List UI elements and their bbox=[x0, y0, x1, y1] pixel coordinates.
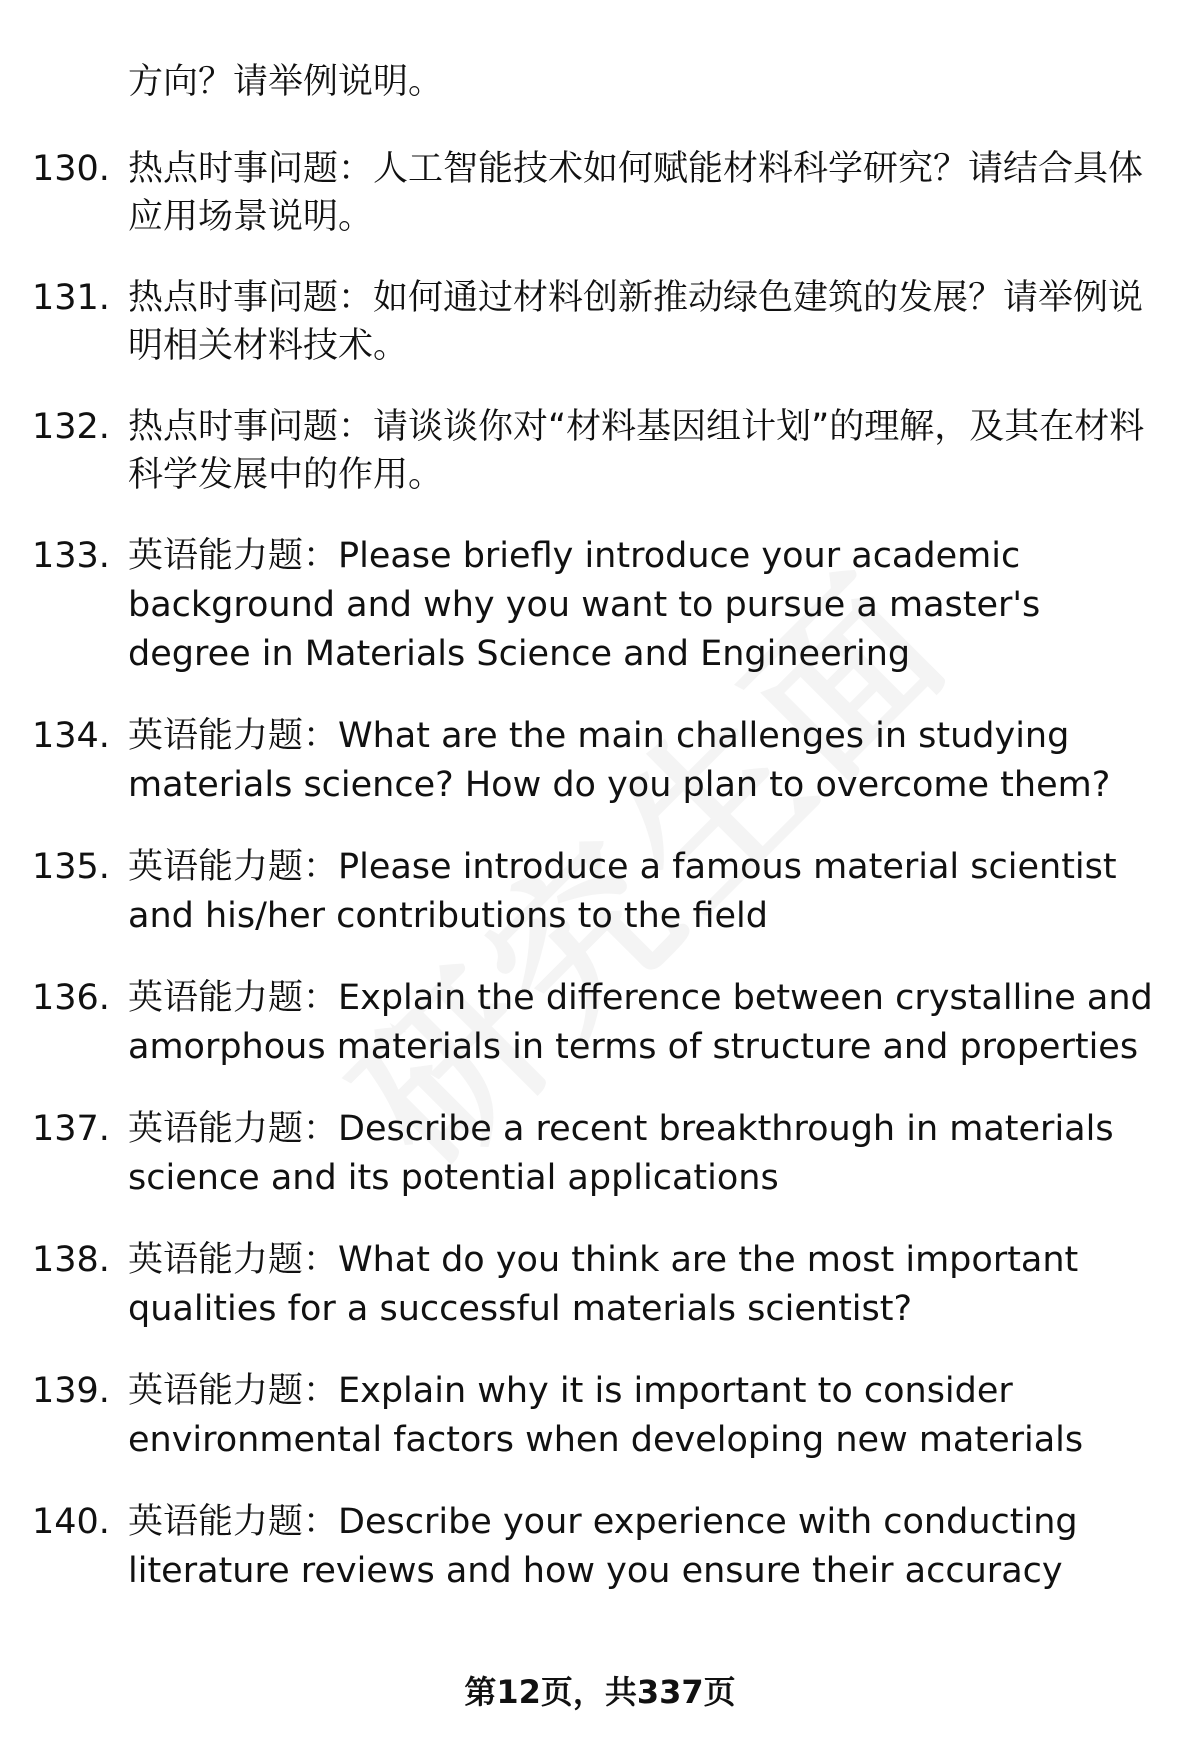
question-number: 135. bbox=[32, 847, 110, 887]
question-item-132 bbox=[0, 403, 1200, 499]
question-item-133 bbox=[0, 532, 1200, 679]
question-item-135 bbox=[0, 843, 1200, 941]
question-text: 英语能力题：Explain the difference between crystalline and amorphous materials in terms of structure and properties bbox=[128, 978, 1153, 1067]
question-text: 英语能力题：Describe your experience with conducting literature reviews and how you ensure their accuracy bbox=[128, 1502, 1078, 1591]
question-number: 134. bbox=[32, 716, 110, 756]
question-item-138 bbox=[0, 1236, 1200, 1334]
question-item-139 bbox=[0, 1367, 1200, 1465]
question-number: 138. bbox=[32, 1240, 110, 1280]
question-item-134 bbox=[0, 712, 1200, 810]
question-text: 英语能力题：What do you think are the most important qualities for a successful materials scientist? bbox=[128, 1240, 1079, 1329]
question-item-131 bbox=[0, 274, 1200, 370]
question-list bbox=[0, 145, 1200, 1629]
question-text: 热点时事问题：请谈谈你对“材料基因组计划”的理解，及其在材料科学发展中的作用。 bbox=[128, 407, 1145, 495]
question-text: 热点时事问题：如何通过材料创新推动绿色建筑的发展？请举例说明相关材料技术。 bbox=[128, 278, 1144, 366]
question-text: 英语能力题：Please briefly introduce your academic background and why you want to pursue a master's degree in Materials Science and Engineering bbox=[128, 536, 1041, 674]
question-item-136 bbox=[0, 974, 1200, 1072]
question-number: 131. bbox=[32, 278, 110, 318]
question-text: 英语能力题：Please introduce a famous material scientist and his/her contributions to the field bbox=[128, 847, 1117, 936]
question-text: 英语能力题：What are the main challenges in studying materials science? How do you plan to overcome them? bbox=[128, 716, 1111, 805]
question-number: 139. bbox=[32, 1371, 110, 1411]
question-number: 136. bbox=[32, 978, 110, 1018]
page-footer: 第12页，共337页 bbox=[464, 1673, 736, 1711]
question-text: 英语能力题：Describe a recent breakthrough in materials science and its potential applications bbox=[128, 1109, 1114, 1198]
question-text: 英语能力题：Explain why it is important to consider environmental factors when developing new materials bbox=[128, 1371, 1084, 1460]
question-number: 133. bbox=[32, 536, 110, 576]
question-item-137 bbox=[0, 1105, 1200, 1203]
question-item-130 bbox=[0, 145, 1200, 241]
question-number: 137. bbox=[32, 1109, 110, 1149]
question-item-140 bbox=[0, 1498, 1200, 1596]
question-number: 130. bbox=[32, 149, 110, 189]
question-number: 132. bbox=[32, 407, 110, 447]
continued-question-text: 方向？请举例说明。 bbox=[128, 62, 444, 102]
question-text: 热点时事问题：人工智能技术如何赋能材料科学研究？请结合具体应用场景说明。 bbox=[128, 149, 1144, 237]
question-number: 140. bbox=[32, 1502, 110, 1542]
